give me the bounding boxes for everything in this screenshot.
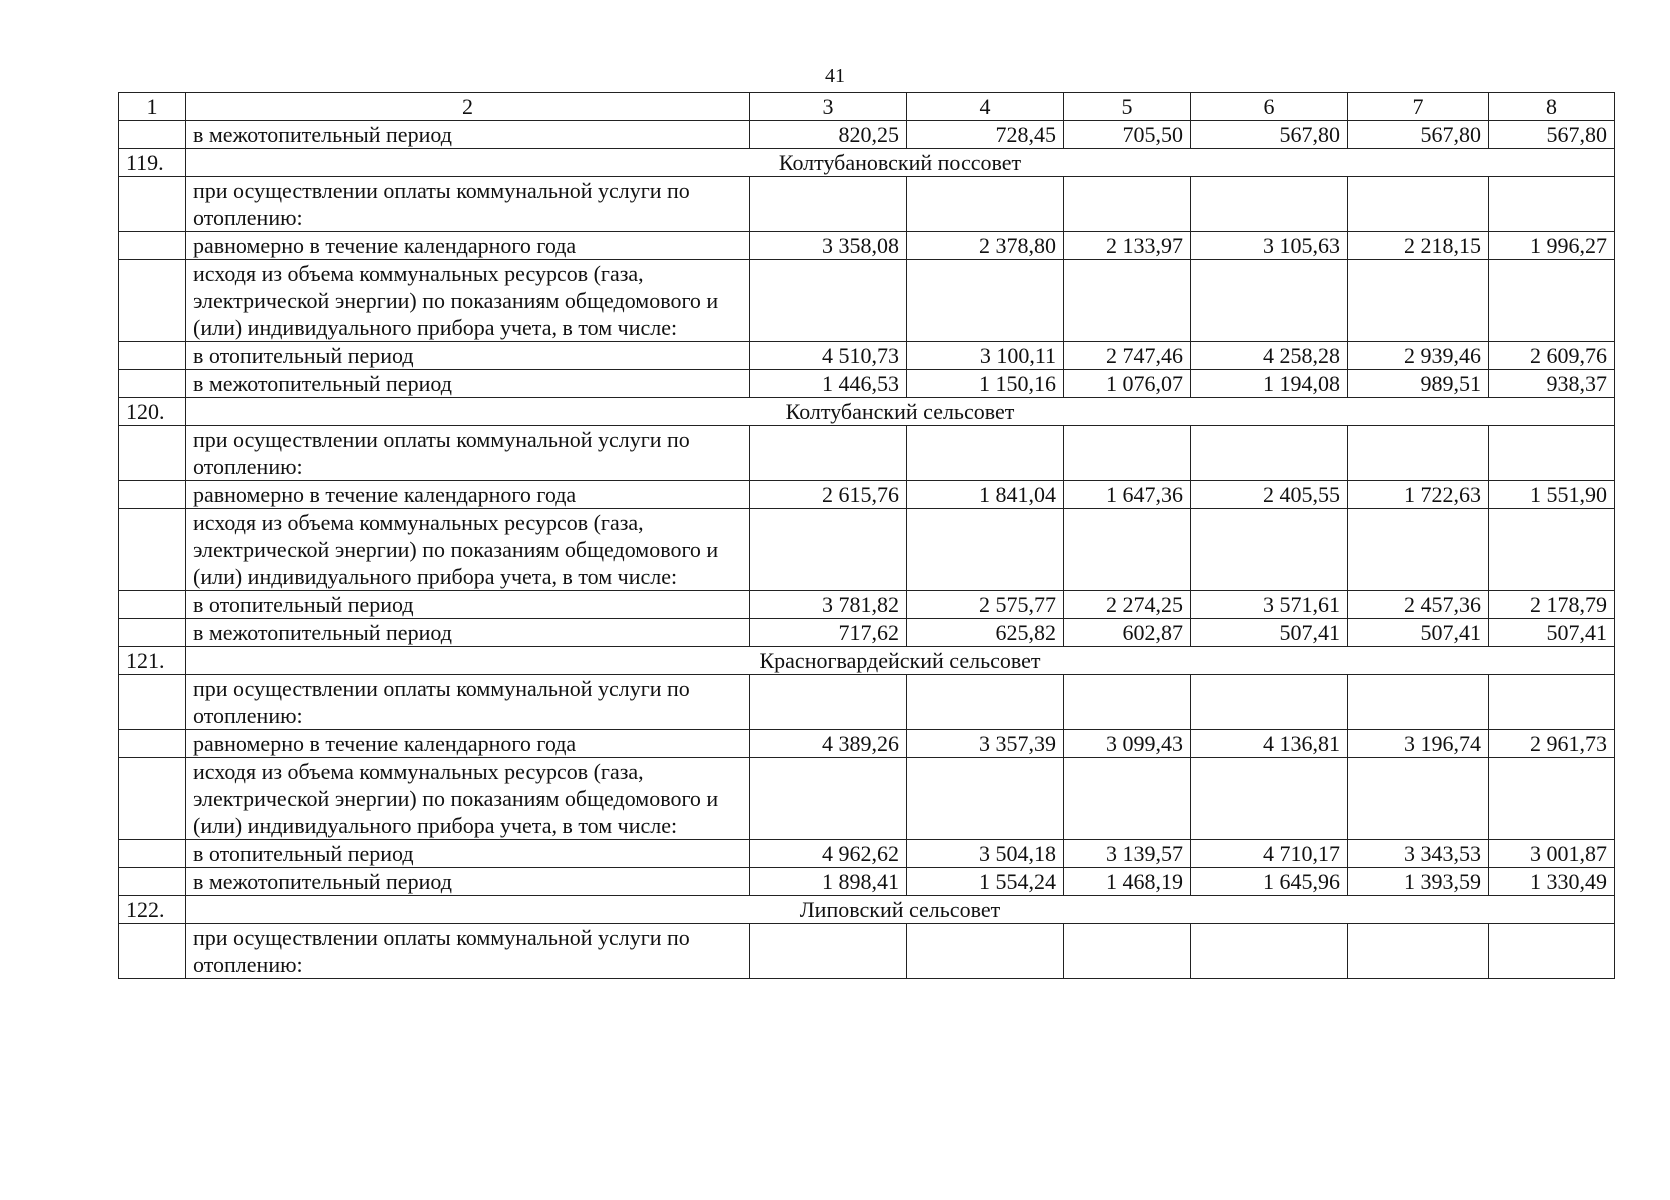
value-cell bbox=[1191, 924, 1348, 979]
section-title: Красногвардейский сельсовет bbox=[186, 647, 1615, 675]
value-cell bbox=[1064, 675, 1191, 730]
value-cell: 1 722,63 bbox=[1348, 481, 1489, 509]
table-row bbox=[119, 868, 1615, 896]
value-cell bbox=[750, 260, 907, 342]
value-cell: 728,45 bbox=[907, 121, 1064, 149]
row-label: в межотопительный период bbox=[186, 868, 750, 896]
row-index bbox=[119, 509, 186, 591]
value-cell: 2 178,79 bbox=[1489, 591, 1615, 619]
value-cell bbox=[1348, 758, 1489, 840]
value-cell: 3 100,11 bbox=[907, 342, 1064, 370]
header-row bbox=[119, 93, 1615, 121]
header-cell-4: 4 bbox=[907, 93, 1064, 121]
row-label: в межотопительный период bbox=[186, 619, 750, 647]
header-cell-7: 7 bbox=[1348, 93, 1489, 121]
value-cell bbox=[1191, 675, 1348, 730]
row-index: 121. bbox=[119, 647, 186, 675]
value-cell bbox=[1191, 509, 1348, 591]
row-index bbox=[119, 232, 186, 260]
row-label: в межотопительный период bbox=[186, 370, 750, 398]
value-cell bbox=[1064, 260, 1191, 342]
value-cell: 2 961,73 bbox=[1489, 730, 1615, 758]
row-label: в межотопительный период bbox=[186, 121, 750, 149]
table-row bbox=[119, 342, 1615, 370]
row-index bbox=[119, 730, 186, 758]
row-label: в отопительный период bbox=[186, 840, 750, 868]
value-cell: 2 218,15 bbox=[1348, 232, 1489, 260]
table-row bbox=[119, 121, 1615, 149]
row-index: 119. bbox=[119, 149, 186, 177]
row-index bbox=[119, 619, 186, 647]
row-label: при осуществлении оплаты коммунальной услуги по отоплению: bbox=[186, 924, 750, 979]
table-row bbox=[119, 730, 1615, 758]
value-cell bbox=[907, 675, 1064, 730]
row-index bbox=[119, 177, 186, 232]
table-row bbox=[119, 591, 1615, 619]
value-cell: 567,80 bbox=[1191, 121, 1348, 149]
value-cell bbox=[907, 426, 1064, 481]
value-cell bbox=[1489, 758, 1615, 840]
value-cell: 602,87 bbox=[1064, 619, 1191, 647]
row-label: равномерно в течение календарного года bbox=[186, 730, 750, 758]
table-row bbox=[119, 758, 1615, 840]
tariff-table bbox=[118, 92, 1615, 979]
header-cell-1: 1 bbox=[119, 93, 186, 121]
value-cell bbox=[1489, 924, 1615, 979]
value-cell bbox=[1489, 426, 1615, 481]
table-body bbox=[119, 93, 1615, 979]
row-label: в отопительный период bbox=[186, 591, 750, 619]
section-row bbox=[119, 398, 1615, 426]
header-cell-2: 2 bbox=[186, 93, 750, 121]
section-title: Колтубановский поссовет bbox=[186, 149, 1615, 177]
value-cell bbox=[750, 924, 907, 979]
value-cell: 625,82 bbox=[907, 619, 1064, 647]
value-cell: 1 841,04 bbox=[907, 481, 1064, 509]
value-cell: 3 571,61 bbox=[1191, 591, 1348, 619]
value-cell: 3 196,74 bbox=[1348, 730, 1489, 758]
value-cell bbox=[1191, 177, 1348, 232]
value-cell: 507,41 bbox=[1489, 619, 1615, 647]
value-cell: 2 939,46 bbox=[1348, 342, 1489, 370]
value-cell bbox=[750, 758, 907, 840]
value-cell: 1 330,49 bbox=[1489, 868, 1615, 896]
value-cell: 1 446,53 bbox=[750, 370, 907, 398]
row-label: в отопительный период bbox=[186, 342, 750, 370]
value-cell: 3 781,82 bbox=[750, 591, 907, 619]
value-cell bbox=[1064, 426, 1191, 481]
value-cell: 3 139,57 bbox=[1064, 840, 1191, 868]
table-row bbox=[119, 619, 1615, 647]
value-cell: 3 504,18 bbox=[907, 840, 1064, 868]
value-cell: 1 393,59 bbox=[1348, 868, 1489, 896]
value-cell bbox=[1348, 509, 1489, 591]
section-row bbox=[119, 149, 1615, 177]
value-cell bbox=[907, 260, 1064, 342]
table-row bbox=[119, 370, 1615, 398]
value-cell: 1 468,19 bbox=[1064, 868, 1191, 896]
row-index bbox=[119, 675, 186, 730]
row-index bbox=[119, 370, 186, 398]
value-cell: 4 389,26 bbox=[750, 730, 907, 758]
value-cell bbox=[1489, 509, 1615, 591]
row-label: при осуществлении оплаты коммунальной услуги по отоплению: bbox=[186, 177, 750, 232]
value-cell: 820,25 bbox=[750, 121, 907, 149]
value-cell: 507,41 bbox=[1191, 619, 1348, 647]
value-cell bbox=[907, 177, 1064, 232]
value-cell: 2 274,25 bbox=[1064, 591, 1191, 619]
value-cell bbox=[907, 924, 1064, 979]
value-cell: 1 647,36 bbox=[1064, 481, 1191, 509]
value-cell: 717,62 bbox=[750, 619, 907, 647]
row-label: при осуществлении оплаты коммунальной услуги по отоплению: bbox=[186, 426, 750, 481]
header-cell-3: 3 bbox=[750, 93, 907, 121]
value-cell: 2 609,76 bbox=[1489, 342, 1615, 370]
page-number: 41 bbox=[825, 65, 845, 87]
value-cell: 3 358,08 bbox=[750, 232, 907, 260]
row-label: равномерно в течение календарного года bbox=[186, 481, 750, 509]
row-label: исходя из объема коммунальных ресурсов (газа, электрической энергии) по показаниям общедомового и (или) индивидуального прибора учета, в том числе: bbox=[186, 260, 750, 342]
table-row bbox=[119, 481, 1615, 509]
row-label: исходя из объема коммунальных ресурсов (газа, электрической энергии) по показаниям общедомового и (или) индивидуального прибора учета, в том числе: bbox=[186, 509, 750, 591]
value-cell bbox=[1348, 177, 1489, 232]
row-index: 122. bbox=[119, 896, 186, 924]
value-cell: 3 001,87 bbox=[1489, 840, 1615, 868]
table-row bbox=[119, 924, 1615, 979]
value-cell: 2 133,97 bbox=[1064, 232, 1191, 260]
table-row bbox=[119, 232, 1615, 260]
value-cell: 2 575,77 bbox=[907, 591, 1064, 619]
value-cell bbox=[750, 675, 907, 730]
table-row bbox=[119, 177, 1615, 232]
value-cell bbox=[907, 509, 1064, 591]
value-cell bbox=[1191, 426, 1348, 481]
value-cell bbox=[1348, 924, 1489, 979]
row-index bbox=[119, 260, 186, 342]
section-title: Липовский сельсовет bbox=[186, 896, 1615, 924]
value-cell: 3 357,39 bbox=[907, 730, 1064, 758]
value-cell: 1 150,16 bbox=[907, 370, 1064, 398]
value-cell bbox=[1191, 758, 1348, 840]
value-cell: 567,80 bbox=[1348, 121, 1489, 149]
value-cell: 2 747,46 bbox=[1064, 342, 1191, 370]
value-cell: 3 099,43 bbox=[1064, 730, 1191, 758]
row-index bbox=[119, 758, 186, 840]
row-index bbox=[119, 426, 186, 481]
value-cell: 507,41 bbox=[1348, 619, 1489, 647]
table-row bbox=[119, 675, 1615, 730]
value-cell bbox=[1064, 758, 1191, 840]
value-cell bbox=[1348, 426, 1489, 481]
value-cell bbox=[1489, 260, 1615, 342]
row-label: исходя из объема коммунальных ресурсов (газа, электрической энергии) по показаниям общедомового и (или) индивидуального прибора учета, в том числе: bbox=[186, 758, 750, 840]
value-cell: 2 457,36 bbox=[1348, 591, 1489, 619]
row-index bbox=[119, 481, 186, 509]
header-cell-6: 6 bbox=[1191, 93, 1348, 121]
row-index bbox=[119, 342, 186, 370]
value-cell: 4 258,28 bbox=[1191, 342, 1348, 370]
value-cell: 2 378,80 bbox=[907, 232, 1064, 260]
value-cell bbox=[1064, 924, 1191, 979]
row-index bbox=[119, 121, 186, 149]
section-row bbox=[119, 896, 1615, 924]
header-cell-8: 8 bbox=[1489, 93, 1615, 121]
row-index bbox=[119, 868, 186, 896]
value-cell bbox=[750, 426, 907, 481]
value-cell bbox=[1489, 675, 1615, 730]
value-cell: 1 194,08 bbox=[1191, 370, 1348, 398]
value-cell: 1 554,24 bbox=[907, 868, 1064, 896]
header-cell-5: 5 bbox=[1064, 93, 1191, 121]
value-cell: 1 551,90 bbox=[1489, 481, 1615, 509]
value-cell: 989,51 bbox=[1348, 370, 1489, 398]
row-index: 120. bbox=[119, 398, 186, 426]
value-cell bbox=[1064, 177, 1191, 232]
table-row bbox=[119, 260, 1615, 342]
section-row bbox=[119, 647, 1615, 675]
row-index bbox=[119, 924, 186, 979]
value-cell bbox=[1489, 177, 1615, 232]
value-cell: 705,50 bbox=[1064, 121, 1191, 149]
value-cell: 4 710,17 bbox=[1191, 840, 1348, 868]
value-cell: 2 405,55 bbox=[1191, 481, 1348, 509]
value-cell: 2 615,76 bbox=[750, 481, 907, 509]
table-row bbox=[119, 509, 1615, 591]
value-cell bbox=[1348, 260, 1489, 342]
value-cell: 4 510,73 bbox=[750, 342, 907, 370]
value-cell bbox=[1191, 260, 1348, 342]
value-cell: 4 136,81 bbox=[1191, 730, 1348, 758]
value-cell: 1 898,41 bbox=[750, 868, 907, 896]
row-index bbox=[119, 591, 186, 619]
row-label: равномерно в течение календарного года bbox=[186, 232, 750, 260]
value-cell: 3 343,53 bbox=[1348, 840, 1489, 868]
value-cell bbox=[1348, 675, 1489, 730]
row-index bbox=[119, 840, 186, 868]
value-cell: 1 996,27 bbox=[1489, 232, 1615, 260]
value-cell: 1 076,07 bbox=[1064, 370, 1191, 398]
table-row bbox=[119, 840, 1615, 868]
value-cell bbox=[907, 758, 1064, 840]
value-cell: 4 962,62 bbox=[750, 840, 907, 868]
value-cell: 1 645,96 bbox=[1191, 868, 1348, 896]
value-cell bbox=[750, 177, 907, 232]
row-label: при осуществлении оплаты коммунальной услуги по отоплению: bbox=[186, 675, 750, 730]
table-row bbox=[119, 426, 1615, 481]
value-cell: 567,80 bbox=[1489, 121, 1615, 149]
value-cell: 3 105,63 bbox=[1191, 232, 1348, 260]
value-cell bbox=[750, 509, 907, 591]
value-cell bbox=[1064, 509, 1191, 591]
section-title: Колтубанский сельсовет bbox=[186, 398, 1615, 426]
value-cell: 938,37 bbox=[1489, 370, 1615, 398]
